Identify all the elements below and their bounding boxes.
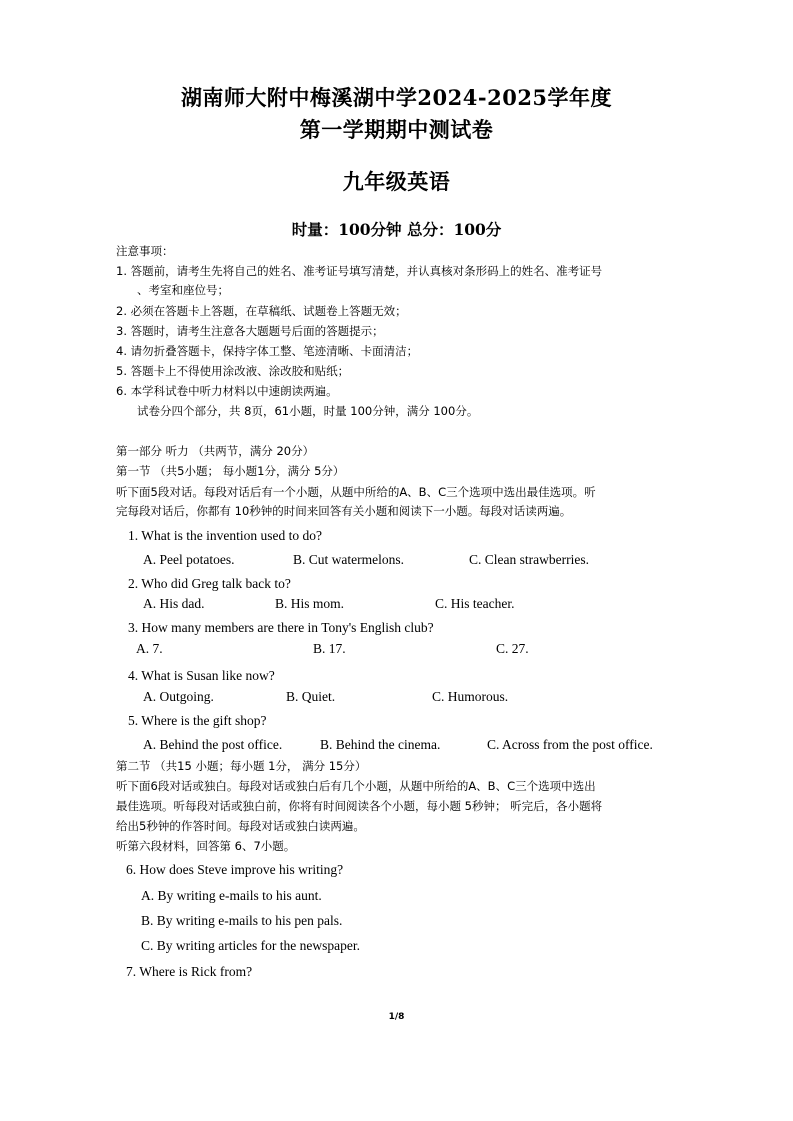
section2-instruction-2: 最佳选项。听每段对话或独白前，你将有时间阅读各个小题，每小题 5秒钟； 听完后，各小题将 — [116, 799, 603, 813]
question-5-option-b: B. Behind the cinema. — [320, 737, 441, 752]
section1-heading: 第一节 （共5小题； 每小题1分，满分 5分） — [116, 464, 345, 478]
question-3-stem: 3. How many members are there in Tony's English club? — [128, 620, 434, 635]
exam-title-line1: 湖南师大附中梅溪湖中学2024-2025学年度 — [180, 85, 613, 110]
question-4-option-a: A. Outgoing. — [143, 689, 214, 704]
page-number: 1/8 — [388, 1012, 405, 1022]
question-1-option-c: C. Clean strawberries. — [469, 552, 589, 567]
question-6-option-a: A. By writing e-mails to his aunt. — [141, 888, 322, 903]
notice-item-3: 3. 答题时，请考生注意各大题题号后面的答题提示； — [116, 324, 384, 338]
question-6-stem: 6. How does Steve improve his writing? — [126, 862, 344, 877]
question-1-option-b: B. Cut watermelons. — [293, 552, 404, 567]
question-2-option-c: C. His teacher. — [435, 596, 515, 611]
question-5-stem: 5. Where is the gift shop? — [128, 713, 267, 728]
question-1-option-a: A. Peel potatoes. — [143, 552, 235, 567]
notice-summary: 试卷分四个部分，共 8页，61小题，时量 100分钟，满分 100分。 — [137, 404, 479, 418]
notice-heading: 注意事项： — [116, 244, 174, 258]
section1-instruction-2: 完每段对话后，你都有 10秒钟的时间来回答有关小题和阅读下一小题。每段对话读两遍。 — [116, 504, 572, 518]
part1-heading: 第一部分 听力 （共两节，满分 20分） — [116, 444, 315, 458]
question-3-option-a: A. 7. — [136, 641, 163, 656]
question-4-option-c: C. Humorous. — [432, 689, 509, 704]
question-2-option-a: A. His dad. — [143, 596, 205, 611]
section2-instruction-3: 给出5秒钟的作答时间。每段对话或独白读两遍。 — [116, 819, 365, 833]
question-6-option-b: B. By writing e-mails to his pen pals. — [141, 913, 343, 928]
notice-item-4: 4. 请勿折叠答题卡，保持字体工整、笔迹清晰、卡面清洁； — [116, 344, 419, 358]
question-1-stem: 1. What is the invention used to do? — [128, 528, 322, 543]
question-4-option-b: B. Quiet. — [286, 689, 336, 704]
notice-item-1: 1. 答题前，请考生先将自己的姓名、准考证号填写清楚，并认真核对条形码上的姓名、准考证号 — [116, 264, 603, 278]
question-2-option-b: B. His mom. — [275, 596, 345, 611]
exam-title-line2: 第一学期期中测试卷 — [299, 117, 494, 142]
notice-item-5: 5. 答题卡上不得使用涂改液、涂改胶和贴纸； — [116, 364, 350, 378]
section2-instruction-4: 听第六段材料，回答第 6、7小题。 — [116, 839, 296, 853]
exam-subject: 九年级英语 — [342, 169, 451, 194]
notice-item-1-cont: 、考室和座位号； — [137, 283, 229, 297]
notice-item-2: 2. 必须在答题卡上答题，在草稿纸、试题卷上答题无效； — [116, 304, 407, 318]
exam-time-info: 时量：100分钟 总分：100分 — [291, 220, 502, 239]
section2-instruction-1: 听下面6段对话或独白。每段对话或独白后有几个小题，从题中所给的A、B、C三个选项中选出 — [116, 779, 596, 793]
question-6-option-c: C. By writing articles for the newspaper. — [141, 938, 360, 953]
question-5-option-a: A. Behind the post office. — [143, 737, 283, 752]
section1-instruction-1: 听下面5段对话。每段对话后有一个小题，从题中所给的A、B、C三个选项中选出最佳选项。听 — [116, 485, 596, 499]
section2-heading: 第二节 （共15 小题；每小题 1分， 满分 15分） — [116, 759, 367, 773]
question-3-option-c: C. 27. — [496, 641, 529, 656]
question-5-option-c: C. Across from the post office. — [487, 737, 653, 752]
notice-item-6: 6. 本学科试卷中听力材料以中速朗读两遍。 — [116, 384, 338, 398]
question-2-stem: 2. Who did Greg talk back to? — [128, 576, 291, 591]
question-7-stem: 7. Where is Rick from? — [126, 964, 253, 979]
question-4-stem: 4. What is Susan like now? — [128, 668, 275, 683]
question-3-option-b: B. 17. — [313, 641, 346, 656]
